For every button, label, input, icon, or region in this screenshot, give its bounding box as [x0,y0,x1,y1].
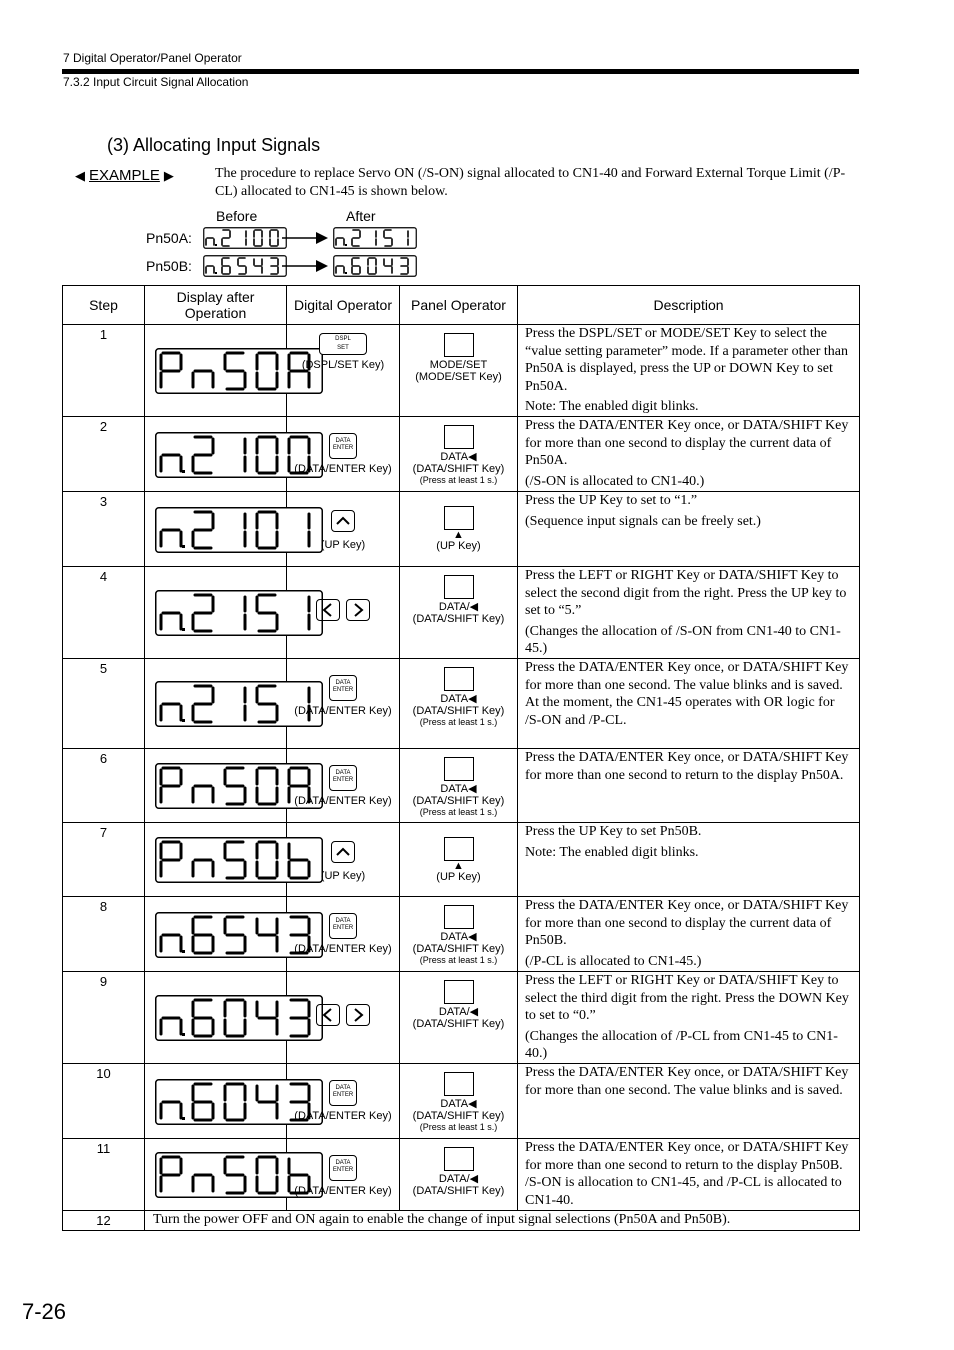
step-number: 12 [63,1211,145,1231]
description-text: Press the DATA/ENTER Key once, or DATA/SHIFT Key for more than one second. The value blinks and is saved. At the moment, the CN1-45 operates with OR logic for /S-ON and /P-CL. [525,660,849,728]
panel-operator-cell [400,749,518,823]
dspl-set-key[interactable] [319,333,367,355]
pn50b-label: Pn50B: [146,258,192,274]
key-label: ENTER [332,687,354,693]
display-cell [145,1064,287,1139]
data-enter-key[interactable] [329,1155,357,1181]
step-number: 1 [63,325,145,417]
panel-key[interactable] [444,757,474,781]
header-description: Description [518,286,860,325]
display-cell [145,823,287,897]
panel-key-note: (Press at least 1 s.) [419,717,498,727]
example-marker [75,167,174,184]
digital-operator-cell [287,749,400,823]
chevron-right-icon [347,1005,369,1025]
header-rule [62,69,859,74]
description-text: Note: The enabled digit blinks. [525,399,699,414]
description-text: (Sequence input signals can be freely set.) [525,513,761,529]
description-text: Press the DSPL/SET or MODE/SET Key to select the “value setting parameter” mode. If a parameter other than Pn50A is displayed, press the UP or DOWN Key to set Pn50A. [525,326,849,394]
panel-key-caption: MODE/SET [429,359,488,371]
chevron-up-icon [332,511,354,531]
digital-operator-cell [287,325,400,417]
header-step: Step [63,286,145,325]
panel-key-note: (Press at least 1 s.) [419,1122,498,1132]
description-cell [518,972,860,1064]
digital-key-caption: (DATA/ENTER Key) [294,1185,392,1197]
pn50a-label: Pn50A: [146,230,192,246]
panel-key[interactable] [444,333,474,357]
digital-operator-cell [287,567,400,659]
description-text: Press the DATA/ENTER Key once, or DATA/SHIFT Key for more than one second to display the current data of Pn50A. [525,418,849,468]
table-row [63,659,860,749]
left-key[interactable] [316,599,340,621]
description-cell [518,492,860,567]
key-label: DATA [335,770,351,776]
step-number: 3 [63,492,145,567]
display-cell [145,972,287,1064]
description-text: Press the DATA/ENTER Key once, or DATA/SHIFT Key for more than one second to return to the display Pn50B. /S-ON is allocation to CN1-45, and /P-CL is allocated to CN1-40. [525,1140,849,1208]
panel-key-caption: DATA/◀ [438,1006,479,1018]
key-label: DATA [335,438,351,444]
panel-key-caption: (DATA/SHIFT Key) [412,1110,505,1122]
description-text: (Changes the allocation of /S-ON from CN1-40 to CN1-45.) [525,623,841,656]
description-cell [518,749,860,823]
key-label: ENTER [332,925,354,931]
panel-key[interactable] [444,575,474,599]
right-key[interactable] [346,599,370,621]
display-cell [145,417,287,492]
table-row [63,325,860,417]
panel-key-caption: DATA/◀ [438,601,479,613]
data-enter-key[interactable] [329,675,357,701]
intro-text: The procedure to replace Servo ON (/S-ON) signal allocated to CN1-40 and Forward External Torque Limit (/P-CL) allocated to CN1-45 is shown below. [215,166,846,199]
panel-operator-cell [400,823,518,897]
panel-key-caption: (DATA/SHIFT Key) [412,613,505,625]
panel-key-caption: (DATA/SHIFT Key) [412,705,505,717]
digital-operator-cell [287,972,400,1064]
panel-key-note: (Press at least 1 s.) [419,807,498,817]
description-text: Press the LEFT or RIGHT Key or DATA/SHIFT Key to select the second digit from the right. Press the UP key to set to “5.” [525,568,847,618]
chevron-left-icon [317,1005,339,1025]
triangle-left-icon: ◀ [75,167,85,183]
description-text: (Changes the allocation of /P-CL from CN1-45 to CN1-40.) [525,1028,838,1061]
header-panel-operator: Panel Operator [400,286,518,325]
digital-operator-cell [287,897,400,972]
table-row [63,972,860,1064]
description-text: Press the UP Key to set to “1.” [525,493,698,508]
description-text: Press the DATA/ENTER Key once, or DATA/SHIFT Key for more than one second to display the current data of Pn50B. [525,898,849,948]
description-cell [518,567,860,659]
up-key[interactable] [331,841,355,863]
description-text: (/P-CL is allocated to CN1-45.) [525,953,702,969]
description-cell [518,823,860,897]
description-cell [518,1139,860,1211]
key-label: ENTER [332,1092,354,1098]
digital-key-caption: (DSPL/SET Key) [301,359,385,371]
digital-operator-cell [287,823,400,897]
key-label: DSPL [335,336,351,342]
panel-key-caption: (DATA/SHIFT Key) [412,1018,505,1030]
data-enter-key[interactable] [329,765,357,791]
display-cell [145,492,287,567]
step-number: 7 [63,823,145,897]
key-label: ENTER [332,1167,354,1173]
digital-operator-cell [287,1064,400,1139]
panel-key-caption: (DATA/SHIFT Key) [412,943,505,955]
panel-key[interactable] [444,980,474,1004]
section-title: (3) Allocating Input Signals [107,135,321,155]
chevron-left-icon [317,600,339,620]
display-cell [145,1139,287,1211]
display-cell [145,659,287,749]
up-key[interactable] [331,510,355,532]
before-label: Before [216,208,258,224]
after-label: After [346,208,376,224]
panel-key[interactable] [444,905,474,929]
panel-key-caption: ▲ [453,529,464,541]
description-text: Press the LEFT or RIGHT Key or DATA/SHIFT Key to select the third digit from the right. Press the DOWN Key to set to “0.” [525,973,849,1023]
step-number: 2 [63,417,145,492]
final-step-text: Turn the power OFF and ON again to enable the change of input signal selections (Pn50A and Pn50B). [145,1211,860,1231]
description-cell [518,325,860,417]
panel-key-caption: (DATA/SHIFT Key) [412,463,505,475]
panel-key-note: (Press at least 1 s.) [419,955,498,965]
panel-key[interactable] [444,667,474,691]
chevron-right-icon [347,600,369,620]
seven-segment-display [203,227,287,249]
panel-operator-cell [400,492,518,567]
table-row [63,1139,860,1211]
chapter-header: 7 Digital Operator/Panel Operator [63,51,242,65]
header-digital-operator: Digital Operator [287,286,400,325]
panel-key-caption: DATA◀ [440,931,477,943]
digital-key-caption: (UP Key) [320,870,366,882]
panel-key-caption: ▲ [453,860,464,872]
panel-key[interactable] [444,837,474,861]
panel-key-caption: (MODE/SET Key) [415,371,502,383]
table-row [63,823,860,897]
data-enter-key[interactable] [329,1080,357,1106]
page-number: 7-26 [22,1299,67,1324]
digital-key-caption: (DATA/ENTER Key) [294,1110,392,1122]
digital-operator-cell [287,492,400,567]
step-number: 4 [63,567,145,659]
description-text: Press the DATA/ENTER Key once, or DATA/SHIFT Key for more than one second. The value blinks and is saved. [525,1065,849,1098]
key-label: SET [337,345,349,351]
right-key[interactable] [346,1004,370,1026]
left-key[interactable] [316,1004,340,1026]
panel-key-caption: (UP Key) [436,871,481,883]
key-label: DATA [335,918,351,924]
key-label: ENTER [332,777,354,783]
digital-key-caption: (DATA/ENTER Key) [294,463,392,475]
example-label: EXAMPLE [89,167,160,184]
seven-segment-display [203,255,287,277]
step-number: 10 [63,1064,145,1139]
triangle-right-icon: ▶ [163,167,174,183]
step-number: 5 [63,659,145,749]
table-row [63,492,860,567]
arrow-right-icon [280,230,330,246]
display-cell [145,897,287,972]
panel-key-caption: DATA/◀ [438,1173,479,1185]
digital-key-caption: (DATA/ENTER Key) [294,943,392,955]
table-row [63,567,860,659]
step-number: 11 [63,1139,145,1211]
table-row [63,897,860,972]
header-display: Display after Operation [145,286,287,325]
step-number: 6 [63,749,145,823]
chevron-up-icon [332,842,354,862]
section-header: 7.3.2 Input Circuit Signal Allocation [63,75,249,89]
table-row [63,749,860,823]
seven-segment-display [333,255,417,277]
arrow-right-icon [280,258,330,274]
description-cell [518,417,860,492]
panel-operator-cell [400,417,518,492]
panel-key-note: (Press at least 1 s.) [419,475,498,485]
panel-operator-cell [400,325,518,417]
description-text: Press the DATA/ENTER Key once, or DATA/SHIFT Key for more than one second to return to the display Pn50A. [525,750,849,783]
key-label: DATA [335,1160,351,1166]
panel-key-caption: DATA◀ [440,693,477,705]
display-cell [145,325,287,417]
panel-operator-cell [400,972,518,1064]
step-number: 9 [63,972,145,1064]
panel-key-caption: (DATA/SHIFT Key) [412,795,505,807]
description-text: Note: The enabled digit blinks. [525,844,699,860]
panel-operator-cell [400,659,518,749]
data-enter-key[interactable] [329,433,357,459]
key-label: ENTER [332,445,354,451]
digital-operator-cell [287,1139,400,1211]
description-text: (/S-ON is allocated to CN1-40.) [525,473,705,489]
panel-key[interactable] [444,425,474,449]
panel-key[interactable] [444,1147,474,1171]
panel-key[interactable] [444,1072,474,1096]
panel-operator-cell [400,897,518,972]
description-cell [518,897,860,972]
description-cell [518,1064,860,1139]
digital-operator-cell [287,659,400,749]
digital-key-caption: (DATA/ENTER Key) [294,705,392,717]
display-cell [145,567,287,659]
panel-operator-cell [400,1139,518,1211]
table-row [63,417,860,492]
table-row [63,1064,860,1139]
display-cell [145,749,287,823]
steps-table [62,285,860,1231]
data-enter-key[interactable] [329,913,357,939]
panel-key-caption: DATA◀ [440,1098,477,1110]
panel-key-caption: DATA◀ [440,451,477,463]
panel-key[interactable] [444,506,474,530]
panel-operator-cell [400,567,518,659]
key-label: DATA [335,680,351,686]
panel-operator-cell [400,1064,518,1139]
key-label: DATA [335,1085,351,1091]
panel-key-caption: (DATA/SHIFT Key) [412,1185,505,1197]
seven-segment-display [333,227,417,249]
table-row [63,1211,860,1231]
panel-key-caption: (UP Key) [436,540,481,552]
description-text: Press the UP Key to set Pn50B. [525,824,702,839]
digital-operator-cell [287,417,400,492]
digital-key-caption: (DATA/ENTER Key) [294,795,392,807]
step-number: 8 [63,897,145,972]
digital-key-caption: (UP Key) [320,539,366,551]
description-cell [518,659,860,749]
panel-key-caption: DATA◀ [440,783,477,795]
